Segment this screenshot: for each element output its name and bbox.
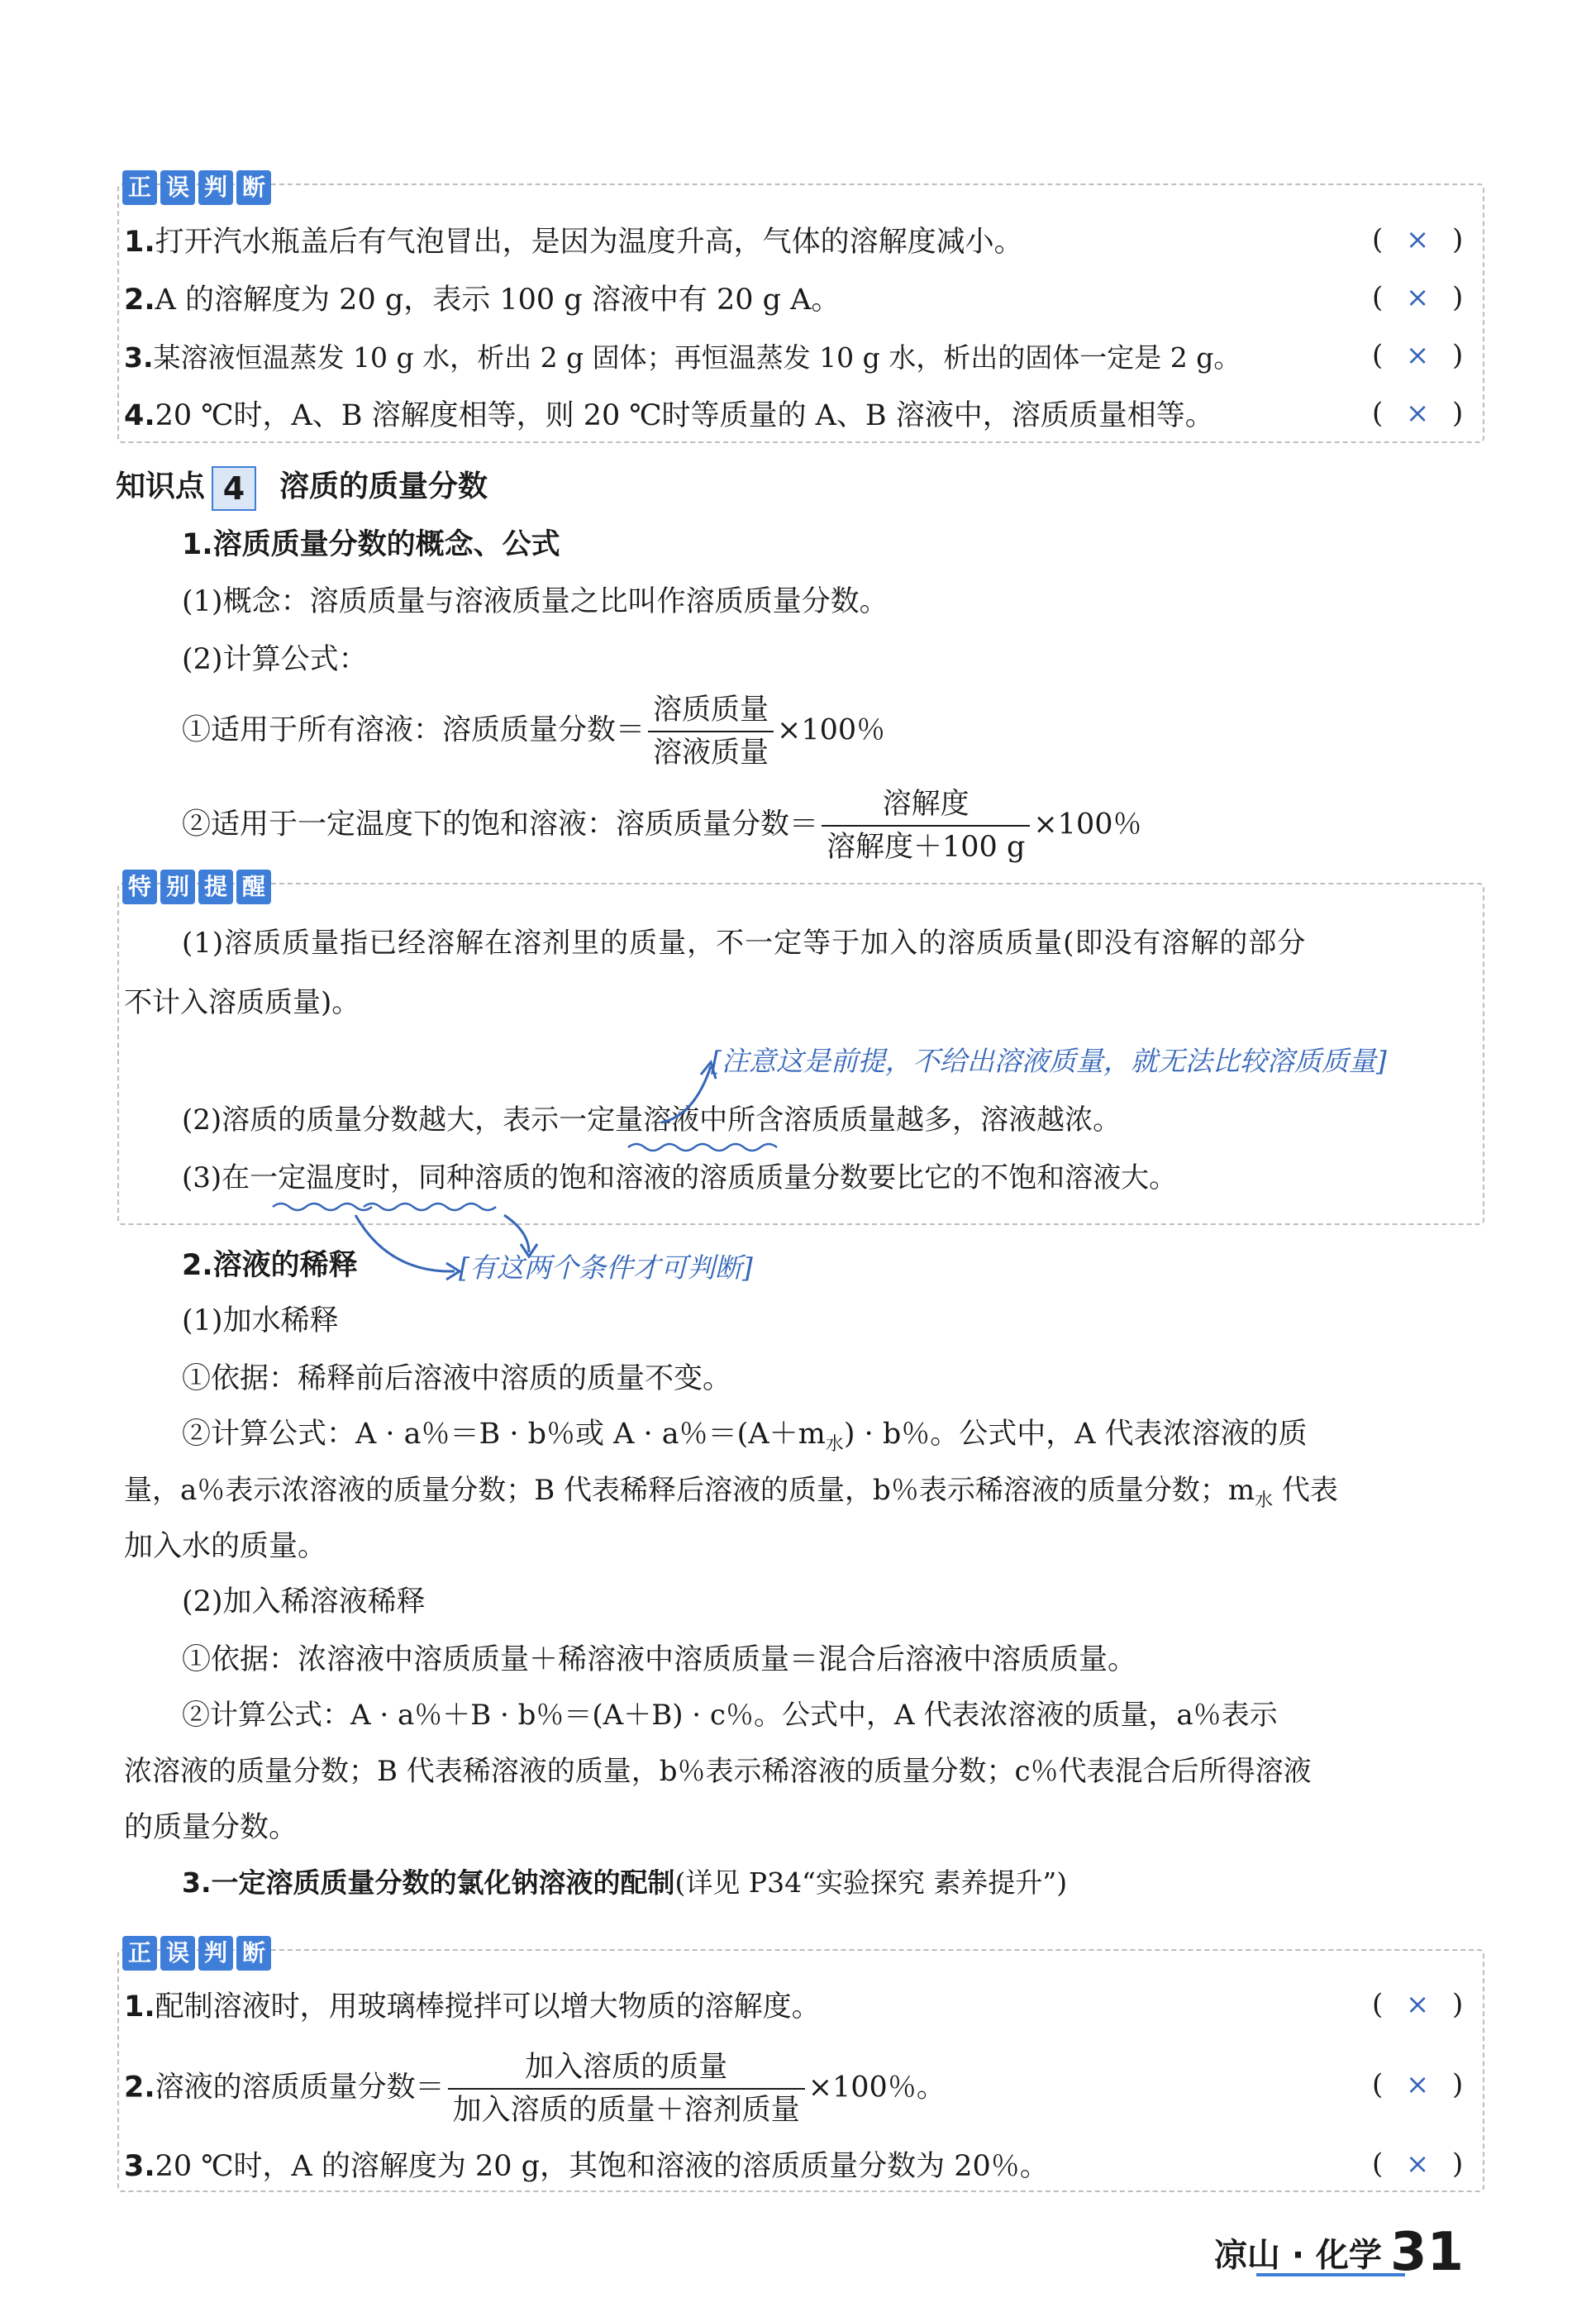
judge2-q2: 2.溶液的溶质质量分数＝ $\frac{\text{加入溶质的质量}}{\text{加入溶质的质量＋溶剂质量}}$ ×100％。 (124, 2048, 1471, 2129)
section1-title: 1.溶质质量分数的概念、公式 (182, 528, 560, 561)
section2-b1: ①依据：浓溶液中溶质质量＋稀溶液中溶质质量＝混合后溶液中溶质质量。 (182, 1643, 1137, 1676)
judge2-a2: ( × ) (1372, 2068, 1465, 2101)
knowledge-point-title: 知识点 4 溶质的质量分数 (116, 463, 488, 511)
section2-title: 2.溶液的稀释 (182, 1249, 358, 1282)
judge1-q3: 3.某溶液恒温蒸发 10 g 水，析出 2 g 固体；再恒温蒸发 10 g 水，析出的固体一定是 2 g。 (124, 341, 1241, 374)
section2-a2-line2: 量，a％表示浓溶液的质量分数；B 代表稀释后溶液的质量，b％表示稀溶液的质量分数；$m_水$ 代表 (124, 1474, 1338, 1511)
judge-tag-1: 正 误 判 断 (122, 170, 271, 205)
tip-1b: 不计入溶质质量)。 (124, 986, 360, 1019)
footer-text: 凉山 · 化学 (1213, 2236, 1382, 2275)
page-number: 31 (1389, 2222, 1464, 2283)
fraction-2: $\frac{\text{溶解度}}{\text{溶解度＋100 g}}$ (822, 785, 1030, 866)
section2-a2-line1: ②计算公式：A · a％＝B · b％或 A · a％$=(A+m_水) \cdot b$％。公式中，A 代表浓溶液的质 (182, 1418, 1308, 1455)
judge2-q1: 1.配制溶液时，用玻璃棒搅拌可以增大物质的溶解度。 (124, 1990, 821, 2024)
tip-2: (2)溶质的质量分数越大，表示一定量溶液中所含溶质质量越多，溶液越浓。 (182, 1104, 1122, 1137)
judge1-q4: 4.20 ℃时，A、B 溶解度相等，则 20 ℃时等质量的 A、B 溶液中，溶质质量相等。 (124, 399, 1214, 432)
tips-tag: 特 别 提 醒 (122, 870, 271, 904)
section1-p2: (2)计算公式： (182, 643, 368, 676)
section2-a2-line3: 加入水的质量。 (124, 1530, 327, 1563)
section2-b2-line1: ②计算公式：A · a％＋B · b％＝(A＋B) · c％。公式中，A 代表浓溶液的质量，a％表示 (182, 1699, 1278, 1732)
judge2-a3: ( × ) (1372, 2148, 1465, 2181)
section3-title: 3.一定溶质质量分数的氯化钠溶液的配制(详见 P34“实验探究 素养提升”) (182, 1866, 1068, 1899)
section1-p1: (1)概念：溶质质量与溶液质量之比叫作溶质质量分数。 (182, 585, 889, 618)
section2-a1: ①依据：稀释前后溶液中溶质的质量不变。 (182, 1362, 732, 1395)
judge1-q2: 2.A 的溶解度为 20 g，表示 100 g 溶液中有 20 g A。 (124, 284, 841, 317)
judge1-q1: 1.打开汽水瓶盖后有气泡冒出，是因为温度升高，气体的溶解度减小。 (124, 226, 1023, 259)
page-footer (1214, 2222, 1464, 2283)
judge1-a4: ( × ) (1372, 397, 1465, 430)
judge1-a2: ( × ) (1372, 281, 1465, 314)
section2-b2-line2: 浓溶液的质量分数；B 代表稀溶液的质量，b％表示稀溶液的质量分数；c％代表混合后所得溶液 (124, 1755, 1312, 1788)
formula-1: ①适用于所有溶液：溶质质量分数＝ $\frac{\text{溶质质量}}{\text{溶液质量}}$ ×100％ (182, 691, 885, 772)
section2-b2-line3: 的质量分数。 (124, 1811, 298, 1844)
annotation-note-1: [注意这是前提，不给出溶液质量，就无法比较溶质质量] (711, 1045, 1387, 1077)
judge-tag-2: 正 误 判 断 (122, 1936, 271, 1971)
annotation-note-2: [有这两个条件才可判断] (459, 1251, 753, 1284)
judge2-q3: 3.20 ℃时，A 的溶解度为 20 g，其饱和溶液的溶质质量分数为 20％。 (124, 2150, 1049, 2183)
judge1-a3: ( × ) (1372, 339, 1465, 372)
fraction-3: $\frac{\text{加入溶质的质量}}{\text{加入溶质的质量＋溶剂质量}}$ (448, 2048, 805, 2129)
judge2-a1: ( × ) (1372, 1988, 1465, 2021)
section2-a: (1)加水稀释 (182, 1304, 339, 1337)
tip-1a: (1)溶质质量指已经溶解在溶剂里的质量，不一定等于加入的溶质质量(即没有溶解的部分 (182, 927, 1307, 960)
section2-b: (2)加入稀溶液稀释 (182, 1585, 426, 1618)
tip-3: (3)在一定温度时，同种溶质的饱和溶液的溶质质量分数要比它的不饱和溶液大。 (182, 1161, 1178, 1194)
judge1-a1: ( × ) (1372, 223, 1465, 256)
formula-2: ②适用于一定温度下的饱和溶液：溶质质量分数＝ $\frac{\text{溶解度}}{\text{溶解度＋100 g}}$ ×100％ (182, 785, 1142, 866)
fraction-1: $\frac{\text{溶质质量}}{\text{溶液质量}}$ (648, 691, 774, 772)
